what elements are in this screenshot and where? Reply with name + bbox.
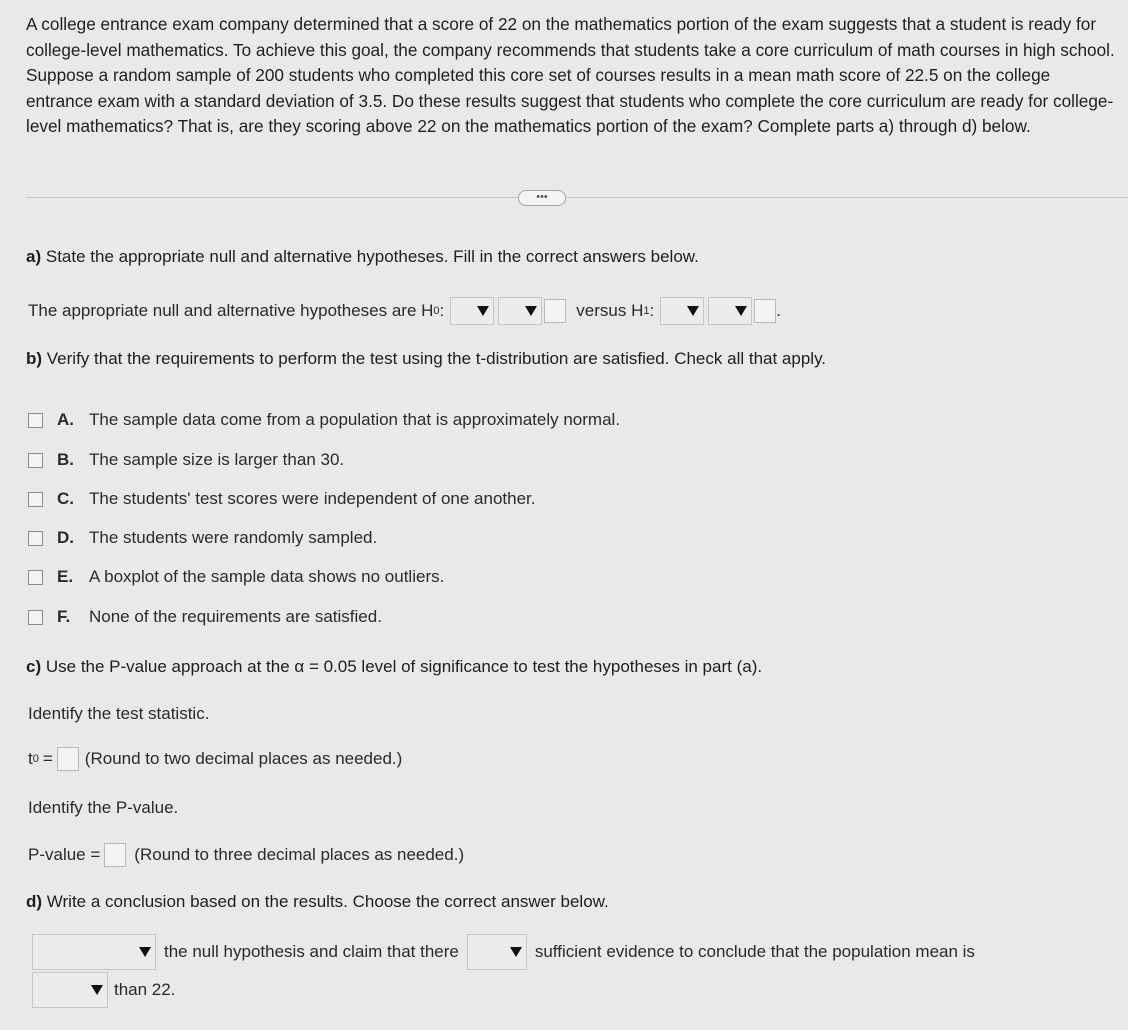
hypotheses-prompt: The appropriate null and alternative hypotheses are H <box>28 301 434 320</box>
option-a-checkbox[interactable] <box>28 413 43 428</box>
option-b[interactable] <box>28 450 344 470</box>
p-value-row <box>28 843 464 867</box>
h0-subscript: 0 <box>433 305 440 317</box>
part-c-heading <box>26 657 762 677</box>
conclusion-row-2 <box>32 972 175 1008</box>
option-e-letter: E. <box>57 567 74 586</box>
part-b-label: b) <box>26 349 43 368</box>
option-a[interactable] <box>28 410 620 430</box>
t-equals: = <box>42 749 53 768</box>
option-e-text: A boxplot of the sample data shows no outliers. <box>89 567 445 586</box>
option-d-text: The students were randomly sampled. <box>89 528 378 547</box>
option-a-text: The sample data come from a population that is approximately normal. <box>89 410 621 429</box>
option-f-text: None of the requirements are satisfied. <box>89 607 382 626</box>
h0-operator-dropdown[interactable] <box>498 297 542 325</box>
part-a-heading <box>26 247 699 267</box>
conclusion-text-2: sufficient evidence to conclude that the population mean is <box>534 942 975 961</box>
part-d-title: Write a conclusion based on the results. Choose the correct answer below. <box>46 892 609 911</box>
option-d[interactable] <box>28 528 377 548</box>
h1-value-input[interactable] <box>754 299 776 323</box>
part-d-heading <box>26 892 609 912</box>
p-value-label: P-value = <box>28 845 101 864</box>
part-c-title: Use the P-value approach at the α = 0.05 level of significance to test the hypotheses in part (a). <box>45 657 763 676</box>
t-label: t <box>28 749 33 768</box>
h0-value-input[interactable] <box>544 299 566 323</box>
h1-operator-dropdown[interactable] <box>708 297 752 325</box>
identify-stat-label: Identify the test statistic. <box>28 704 210 723</box>
conclusion-text-1: the null hypothesis and claim that there <box>164 942 459 961</box>
conclusion-row-1 <box>32 934 975 970</box>
p-round-hint: (Round to three decimal places as needed.) <box>134 845 465 864</box>
option-e[interactable] <box>28 567 444 587</box>
t-subscript: 0 <box>32 753 39 765</box>
direction-dropdown[interactable] <box>32 972 108 1008</box>
evidence-dropdown[interactable] <box>467 934 527 970</box>
part-c-label: c) <box>26 657 42 676</box>
h1-colon: : <box>649 301 655 320</box>
test-stat-row <box>28 747 402 771</box>
option-f-checkbox[interactable] <box>28 610 43 625</box>
part-d-label: d) <box>26 892 43 911</box>
chevron-down-icon <box>91 985 103 995</box>
t-round-hint: (Round to two decimal places as needed.) <box>84 749 403 768</box>
option-d-checkbox[interactable] <box>28 531 43 546</box>
identify-p-label: Identify the P-value. <box>28 798 179 817</box>
option-c-text: The students' test scores were independent of one another. <box>89 489 536 508</box>
option-c-checkbox[interactable] <box>28 492 43 507</box>
option-a-letter: A. <box>57 410 74 429</box>
part-a-title: State the appropriate null and alternative hypotheses. Fill in the correct answers below. <box>45 247 699 266</box>
part-a-label: a) <box>26 247 42 266</box>
chevron-down-icon <box>477 306 489 316</box>
option-f[interactable] <box>28 607 382 627</box>
option-e-checkbox[interactable] <box>28 570 43 585</box>
option-b-text: The sample size is larger than 30. <box>89 450 345 469</box>
conclusion-text-3: than 22. <box>114 980 176 999</box>
h1-parameter-dropdown[interactable] <box>660 297 704 325</box>
section-divider <box>26 197 1128 198</box>
h0-colon: : <box>439 301 445 320</box>
part-b-title: Verify that the requirements to perform the test using the t-distribution are satisfied. Check all that apply. <box>46 349 827 368</box>
option-b-letter: B. <box>57 450 74 469</box>
option-c[interactable] <box>28 489 535 509</box>
reject-decision-dropdown[interactable] <box>32 934 156 970</box>
option-c-letter: C. <box>57 489 74 508</box>
option-b-checkbox[interactable] <box>28 453 43 468</box>
option-f-letter: F. <box>57 607 71 626</box>
hypotheses-period: . <box>776 301 781 320</box>
more-button[interactable]: ••• <box>518 190 566 206</box>
h0-parameter-dropdown[interactable] <box>450 297 494 325</box>
h1-subscript: 1 <box>643 305 650 317</box>
test-statistic-input[interactable] <box>57 747 79 771</box>
p-value-input[interactable] <box>104 843 126 867</box>
hypotheses-row <box>28 297 781 325</box>
chevron-down-icon <box>139 947 151 957</box>
chevron-down-icon <box>525 306 537 316</box>
problem-statement: A college entrance exam company determined that a score of 22 on the mathematics portion of the exam suggests that a student is ready for college-level mathematics. To achieve this goal, the company recommends that students take a core curriculum of math courses in high school. Suppose a random sample of 200 students who completed this core set of courses results in a mean math score of 22.5 on the college entrance exam with a standard deviation of 3.5. Do these results suggest that students who complete the core curriculum are ready for college-level mathematics? That is, are they scoring above 22 on the mathematics portion of the exam? Complete parts a) through d) below. <box>26 14 1115 136</box>
chevron-down-icon <box>510 947 522 957</box>
chevron-down-icon <box>687 306 699 316</box>
versus-label: versus H <box>576 301 644 320</box>
part-b-heading <box>26 349 826 369</box>
chevron-down-icon <box>735 306 747 316</box>
option-d-letter: D. <box>57 528 74 547</box>
